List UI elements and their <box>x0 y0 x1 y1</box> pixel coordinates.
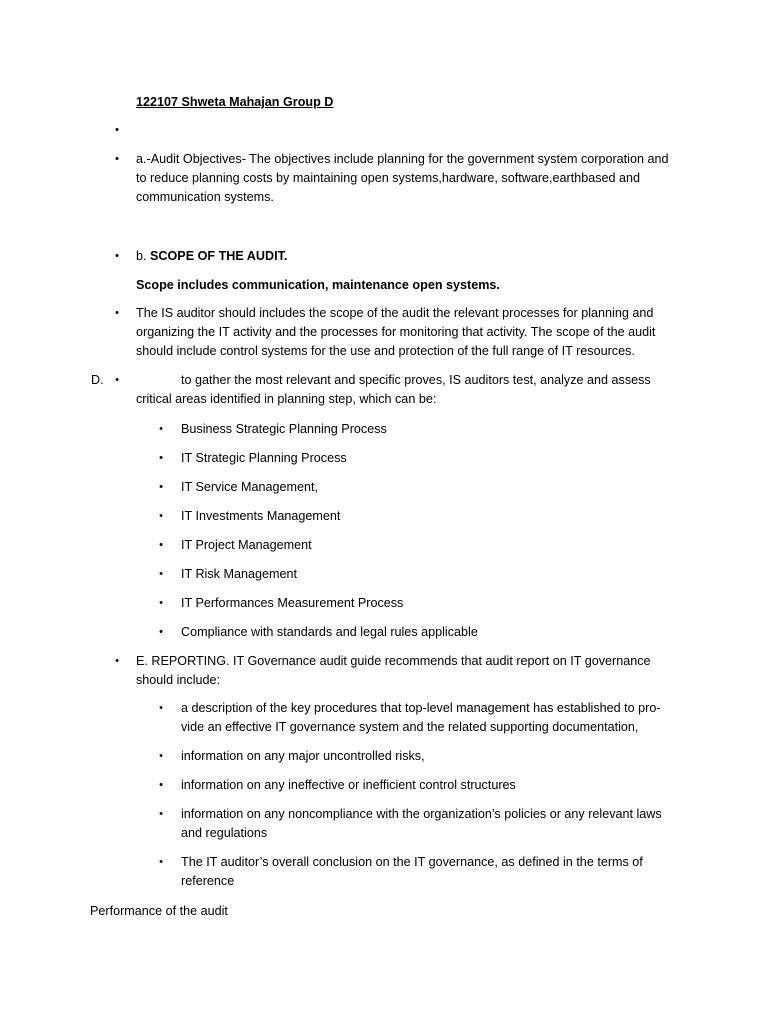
list-item-text: information on any ineffective or inefficient control structures <box>181 778 516 792</box>
list-item-text: Compliance with standards and legal rules applicable <box>181 625 478 639</box>
bullet-icon: • <box>115 250 119 262</box>
d-body: to gather the most relevant and specific proves, IS auditors test, analyze and assess critical areas identified in planning step, which can be: <box>136 373 651 406</box>
bullet-icon: • <box>115 124 119 136</box>
list-item-text: Business Strategic Planning Process <box>181 422 387 436</box>
scope-prefix: b. <box>136 249 151 263</box>
bullet-icon: • <box>159 423 163 435</box>
reporting-text: E. REPORTING. IT Governance audit guide recommends that audit report on IT governance should include: <box>136 654 651 687</box>
bullet-icon: • <box>159 510 163 522</box>
scope-heading-line <box>136 247 681 266</box>
list-item-text: information on any noncompliance with the organization’s policies or any relevant laws and regulations <box>181 807 662 840</box>
bullet-icon: • <box>159 568 163 580</box>
bullet-icon: • <box>159 539 163 551</box>
bullet-icon: • <box>159 481 163 493</box>
list-item-text: IT Performances Measurement Process <box>181 596 404 610</box>
list-item-text: IT Service Management, <box>181 480 318 494</box>
list-item-text: a description of the key procedures that top-level management has established to pro-vide an effective IT governance system and the related supporting documentation, <box>181 701 661 734</box>
list-item-text: IT Strategic Planning Process <box>181 451 347 465</box>
bullet-icon: • <box>115 153 119 165</box>
list-item-text: information on any major uncontrolled risks, <box>181 749 425 763</box>
list-item-text: IT Investments Management <box>181 509 341 523</box>
is-auditor-text: The IS auditor should includes the scope of the audit the relevant processes for planning and organizing the IT activity and the processes for monitoring that activity. The scope of the audit should include control systems for the use and protection of the full range of IT resources. <box>136 306 656 358</box>
bullet-icon: • <box>159 779 163 791</box>
bullet-icon: • <box>115 374 119 386</box>
bullet-icon: • <box>115 655 119 667</box>
document-title: 122107 Shweta Mahajan Group D <box>136 95 334 109</box>
scope-line: Scope includes communication, maintenance open systems. <box>136 278 500 292</box>
footer-text: Performance of the audit <box>90 904 228 918</box>
bullet-icon: • <box>159 702 163 714</box>
list-item-text: IT Risk Management <box>181 567 297 581</box>
bullet-icon: • <box>159 626 163 638</box>
bullet-icon: • <box>115 307 119 319</box>
scope-heading: SCOPE OF THE AUDIT. <box>150 249 288 263</box>
audit-objectives-text: a.-Audit Objectives- The objectives include planning for the government system corporation and to reduce planning costs by maintaining open systems,hardware, software,earthbased and communication systems. <box>136 152 669 204</box>
bullet-icon: • <box>159 597 163 609</box>
bullet-icon: • <box>159 452 163 464</box>
bullet-icon: • <box>159 856 163 868</box>
bullet-icon: • <box>159 750 163 762</box>
d-text <box>91 371 681 409</box>
d-label: D. <box>91 373 104 387</box>
bullet-icon: • <box>159 808 163 820</box>
list-item-text: IT Project Management <box>181 538 312 552</box>
list-item-text: The IT auditor’s overall conclusion on the IT governance, as defined in the terms of reference <box>181 855 643 888</box>
